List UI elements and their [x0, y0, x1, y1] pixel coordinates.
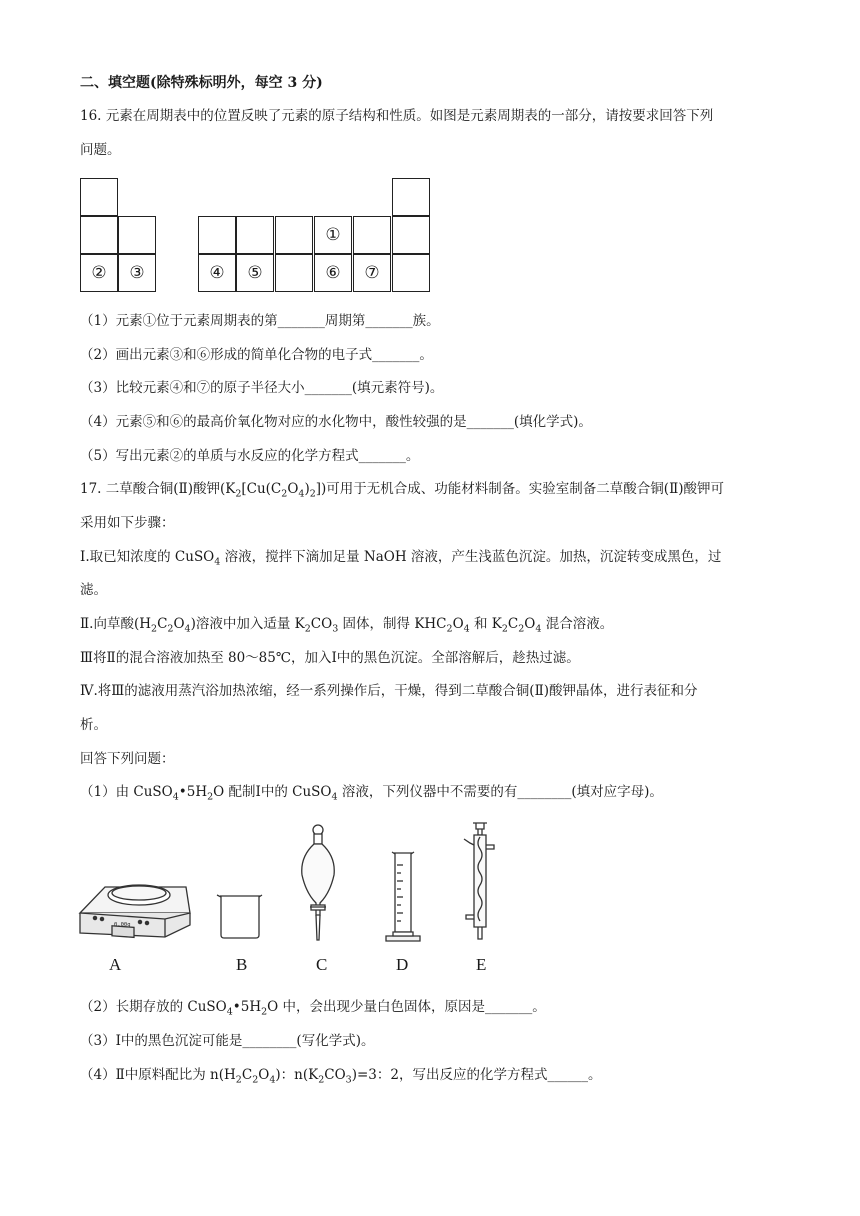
condenser-icon	[464, 823, 494, 939]
q16-sub3: （3）比较元素④和⑦的原子半径大小_______(填元素符号)。	[80, 380, 444, 396]
table-cell	[392, 254, 430, 292]
balance-display-text: 0.00g	[114, 922, 131, 928]
graduated-cylinder-icon	[386, 852, 420, 941]
electronic-balance-icon	[80, 885, 190, 937]
q17-step3: Ⅲ将Ⅱ的混合溶液加热至 80～85℃，加入Ⅰ中的黑色沉淀。全部溶解后，趁热过滤。	[80, 650, 580, 666]
q16-sub2: （2）画出元素③和⑥形成的简单化合物的电子式_______。	[80, 347, 433, 363]
lab-instruments-figure	[0, 815, 860, 950]
table-cell	[236, 216, 274, 254]
q17-sub2: （2）长期存放的 $CuSO_4•5H_2O$ 中，会出现少量白色固体，原因是_______。	[80, 999, 546, 1018]
table-cell-element-4: ④	[198, 254, 236, 292]
beaker-icon	[217, 895, 262, 938]
table-cell	[80, 216, 118, 254]
instrument-label-c: C	[316, 955, 328, 974]
table-cell	[353, 216, 391, 254]
table-cell	[392, 216, 430, 254]
q17-step1-line1: Ⅰ.取已知浓度的 CuSO$_4$ 溶液，搅拌下滴加足量 NaOH 溶液，产生浅蓝色沉淀。加热，沉淀转变成黑色，过	[80, 549, 722, 568]
instrument-label-e: E	[476, 955, 487, 974]
q16-sub1: （1）元素①位于元素周期表的第_______周期第_______族。	[80, 313, 440, 329]
q16-sub4: （4）元素⑤和⑥的最高价氧化物对应的水化物中，酸性较强的是_______(填化学式)。	[80, 414, 592, 430]
q16-stem-line1: 16. 元素在周期表中的位置反映了元素的原子结构和性质。如图是元素周期表的一部分，请按要求回答下列	[80, 108, 714, 124]
table-cell	[275, 254, 313, 292]
table-cell	[118, 216, 156, 254]
instrument-label-d: D	[396, 955, 409, 974]
table-cell-element-5: ⑤	[236, 254, 274, 292]
table-cell-element-1: ①	[314, 216, 352, 254]
q17-step4-line2: 析。	[80, 717, 107, 733]
q17-answer-intro: 回答下列问题：	[80, 751, 175, 767]
table-cell	[275, 216, 313, 254]
q16-stem-line2: 问题。	[80, 142, 121, 158]
instrument-label-a: A	[109, 955, 122, 974]
q17-step1-line2: 滤。	[80, 582, 107, 598]
q16-sub5: （5）写出元素②的单质与水反应的化学方程式_______。	[80, 448, 420, 464]
q17-sub3: （3）Ⅰ中的黑色沉淀可能是________(写化学式)。	[80, 1033, 375, 1049]
table-cell-element-6: ⑥	[314, 254, 352, 292]
q17-stem-line2: 采用如下步骤：	[80, 515, 175, 531]
table-cell-element-2: ②	[80, 254, 118, 292]
table-cell	[392, 178, 430, 216]
table-cell	[80, 178, 118, 216]
instrument-label-b: B	[236, 955, 248, 974]
q17-step4-line1: Ⅳ.将Ⅲ的滤液用蒸汽浴加热浓缩，经一系列操作后，干燥，得到二草酸合铜(Ⅱ)酸钾晶体，进行表征和分	[80, 683, 698, 699]
table-cell-element-3: ③	[118, 254, 156, 292]
table-cell-element-7: ⑦	[353, 254, 391, 292]
q17-step2: Ⅱ.向草酸$(H_2C_2O_4)$溶液中加入适量 $K_2CO_3$ 固体，制得 $KHC_2O_4$ 和 $K_2C_2O_4$ 混合溶液。	[80, 616, 614, 635]
section-heading: 二、填空题(除特殊标明外，每空 3 分)	[80, 75, 323, 91]
q17-stem-line1: 17. 二草酸合铜(Ⅱ)酸钾$(K_2[Cu(C_2O_4)_2])$可用于无机合成、功能材料制备。实验室制备二草酸合铜(Ⅱ)酸钾可	[80, 481, 725, 500]
q17-sub1: （1）由 $CuSO_4•5H_2O$ 配制Ⅰ中的 CuSO$_4$ 溶液，下列仪器中不需要的有________(填对应字母)。	[80, 784, 663, 803]
separatory-funnel-icon	[302, 825, 335, 940]
q17-sub4: （4）Ⅱ中原料配比为 $n(H_2C_2O_4)$：$n(K_2CO_3)=3$：2，写出反应的化学方程式______。	[80, 1067, 602, 1086]
table-cell	[198, 216, 236, 254]
